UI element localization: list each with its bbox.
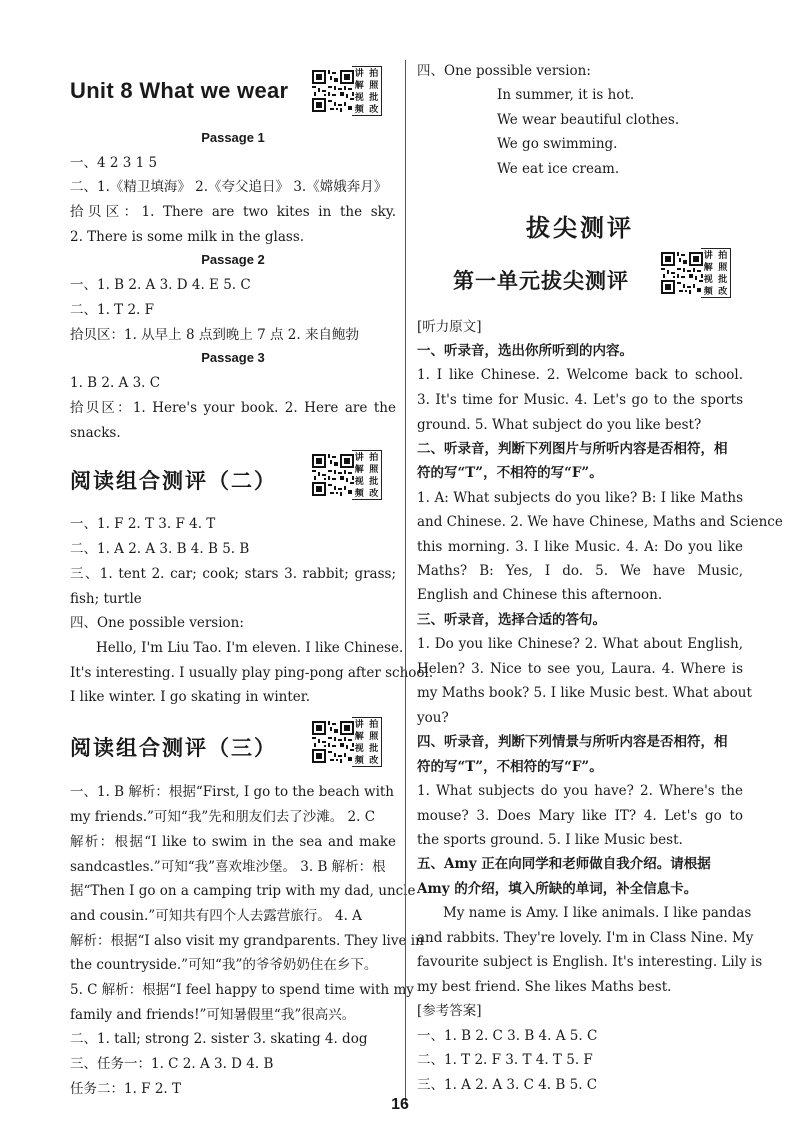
answer-line: It's interesting. I usually play ping-pong after school. xyxy=(70,665,434,681)
answer-line: I like winter. I go skating in winter. xyxy=(70,689,311,705)
qr-block-test3 xyxy=(312,717,382,767)
answer-line: 据“Then I go on a camping trip with my dad, uncle xyxy=(70,883,416,899)
answer-line: 1. Do you like Chinese? 2. What about English, xyxy=(417,636,743,652)
answer-line: 拾贝区：1. There are two kites in the sky. xyxy=(70,204,396,220)
answer-line: [参考答案] xyxy=(417,1003,482,1019)
big-title: 拔尖测评 xyxy=(526,214,634,242)
answer-line: my Maths book? 5. I like Music best. What about xyxy=(417,685,752,701)
qr-block-test2 xyxy=(312,450,382,500)
answer-line: 拾贝区：1. Here's your book. 2. Here are the xyxy=(70,400,396,416)
answer-line: 拾贝区：1. 从早上 8 点到晚上 7 点 2. 来自鲍勃 xyxy=(70,327,359,343)
answer-line: Hello, I'm Liu Tao. I'm eleven. I like Chinese. xyxy=(96,640,404,656)
answer-line: family and friends!”可知暑假里“我”很高兴。 xyxy=(70,1007,356,1023)
answer-line: Maths? B: Yes, I do. 5. We have Music, xyxy=(417,563,743,579)
answer-line: 一、4 2 3 1 5 xyxy=(70,155,158,171)
passage-2-heading: Passage 2 xyxy=(201,252,265,267)
qr-code-icon xyxy=(312,454,354,496)
column-divider xyxy=(405,60,406,1105)
answer-line: you? xyxy=(417,710,449,726)
answer-line: and rabbits. They're lovely. I'm in Class Nine. My xyxy=(417,930,754,946)
answer-line: 2. There is some milk in the glass. xyxy=(70,229,305,245)
answer-line: and Chinese. 2. We have Chinese, Maths and Science xyxy=(417,514,783,530)
answer-line: 三、任务一：1. C 2. A 3. D 4. B xyxy=(70,1056,274,1072)
answer-line: sandcastles.”可知“我”喜欢堆沙堡。 3. B 解析：根 xyxy=(70,859,386,875)
answer-line: my friends.”可知“我”先和朋友们去了沙滩。 2. C xyxy=(70,809,376,825)
answer-line: 解析：根据“I like to swim in the sea and make xyxy=(70,834,396,850)
answer-line: 解析：根据“I also visit my grandparents. They live in xyxy=(70,933,424,949)
answer-line: 一、1. F 2. T 3. F 4. T xyxy=(70,516,216,532)
answer-line: 符的写“T”，不相符的写“F”。 xyxy=(417,465,603,481)
answer-line: English and Chinese this afternoon. xyxy=(417,587,663,603)
page-number: 16 xyxy=(391,1096,409,1113)
answer-line: 1. I like Chinese. 2. Welcome back to school. xyxy=(417,367,743,383)
qr-tag: 讲 拍 解 照 视 批 频 改 xyxy=(352,717,382,767)
answer-line: We eat ice cream. xyxy=(497,161,620,177)
answer-line: [听力原文] xyxy=(417,319,482,335)
answer-line: 二、1.《精卫填海》 2.《夸父追日》 3.《嫦娥奔月》 xyxy=(70,179,388,195)
unit-test-title: 第一单元拔尖测评 xyxy=(453,269,629,293)
answer-line: 1. A: What subjects do you like? B: I like Maths xyxy=(417,490,743,506)
answer-line: My name is Amy. I like animals. I like pandas xyxy=(443,905,752,921)
answer-line: 三、1. A 2. A 3. C 4. B 5. C xyxy=(417,1077,598,1093)
answer-line: snacks. xyxy=(70,425,121,441)
answer-line: 5. C 解析：根据“I feel happy to spend time with my xyxy=(70,982,414,998)
answer-line: 3. It's time for Music. 4. Let's go to the sports xyxy=(417,392,743,408)
answer-line: 1. B 2. A 3. C xyxy=(70,375,161,391)
qr-tag: 讲 拍 解 照 视 批 频 改 xyxy=(352,66,382,116)
answer-line: 任务二：1. F 2. T xyxy=(70,1081,182,1097)
answer-line: 三、1. tent 2. car; cook; stars 3. rabbit; grass; xyxy=(70,566,396,582)
qr-code-icon xyxy=(312,70,354,112)
unit-title: Unit 8 What we wear xyxy=(70,78,289,103)
answer-line: 一、1. B 2. C 3. B 4. A 5. C xyxy=(417,1028,598,1044)
answer-line: 二、1. T 2. F 3. T 4. T 5. F xyxy=(417,1052,593,1068)
answer-line: In summer, it is hot. xyxy=(497,87,635,103)
answer-line: 符的写“T”，不相符的写“F”。 xyxy=(417,759,603,775)
answer-line: and cousin.”可知共有四个人去露营旅行。 4. A xyxy=(70,908,362,924)
qr-code-icon xyxy=(312,721,354,763)
answer-line: mouse? 3. Does Mary like IT? 4. Let's go to xyxy=(417,808,743,824)
passage-1-heading: Passage 1 xyxy=(201,130,265,145)
answer-line: Amy 的介绍，填入所缺的单词，补全信息卡。 xyxy=(417,881,698,897)
answer-line: 四、One possible version: xyxy=(70,615,244,631)
qr-tag: 讲 拍 解 照 视 批 频 改 xyxy=(701,248,731,298)
answer-line: favourite subject is English. It's interesting. Lily is xyxy=(417,954,763,970)
answer-line: 四、听录音，判断下列情景与所听内容是否相符，相 xyxy=(417,734,728,750)
answer-line: this morning. 3. I like Music. 4. A: Do you like xyxy=(417,539,743,555)
qr-code-icon xyxy=(661,252,703,294)
answer-line: 一、1. B 解析：根据“First, I go to the beach with xyxy=(70,784,395,800)
answer-line: 二、听录音，判断下列图片与所听内容是否相符，相 xyxy=(417,441,728,457)
answer-line: ground. 5. What subject do you like best? xyxy=(417,417,702,433)
answer-line: 一、1. B 2. A 3. D 4. E 5. C xyxy=(70,277,251,293)
answer-line: 三、听录音，选择合适的答句。 xyxy=(417,612,606,628)
answer-line: the sports ground. 5. I like Music best. xyxy=(417,832,683,848)
section-title-test3: 阅读组合测评（三） xyxy=(70,736,277,760)
passage-3-heading: Passage 3 xyxy=(201,350,265,365)
answer-line: 二、1. A 2. A 3. B 4. B 5. B xyxy=(70,541,250,557)
answer-line: We go swimming. xyxy=(497,136,618,152)
qr-tag: 讲 拍 解 照 视 批 频 改 xyxy=(352,450,382,500)
answer-line: fish; turtle xyxy=(70,591,142,607)
answer-line: 四、One possible version: xyxy=(417,63,591,79)
answer-line: 一、听录音，选出你所听到的内容。 xyxy=(417,343,633,359)
section-title-test2: 阅读组合测评（二） xyxy=(70,469,277,493)
qr-block-unit8 xyxy=(312,66,382,116)
answer-line: 五、Amy 正在向同学和老师做自我介绍。请根据 xyxy=(417,856,711,872)
answer-line: 二、1. T 2. F xyxy=(70,302,155,318)
answer-line: my best friend. She likes Maths best. xyxy=(417,979,672,995)
qr-block-unit-test xyxy=(661,248,731,298)
answer-line: We wear beautiful clothes. xyxy=(497,112,680,128)
answer-line: 1. What subjects do you have? 2. Where's the xyxy=(417,783,743,799)
answer-line: 二、1. tall; strong 2. sister 3. skating 4. dog xyxy=(70,1031,368,1047)
answer-line: the countryside.”可知“我”的爷爷奶奶住在乡下。 xyxy=(70,957,378,973)
answer-line: Helen? 3. Nice to see you, Laura. 4. Where is xyxy=(417,661,743,677)
